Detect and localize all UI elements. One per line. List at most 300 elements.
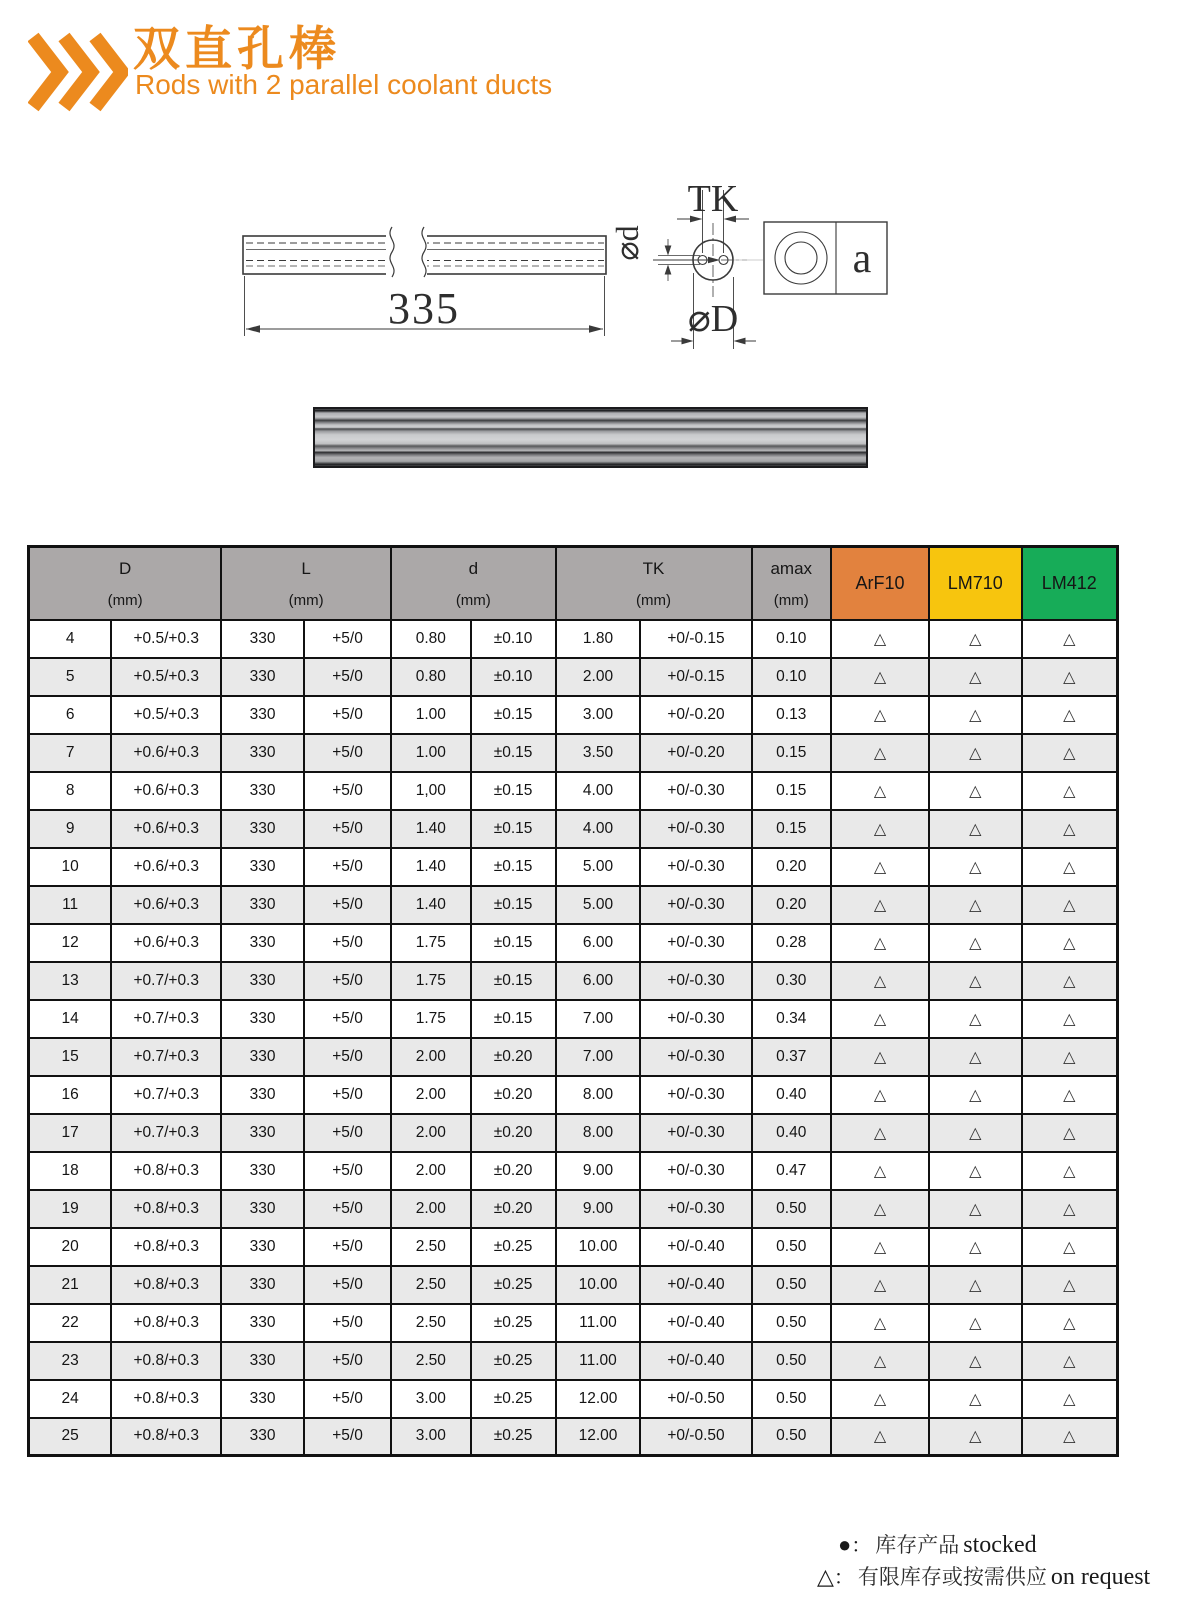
spec-cell: +0.6/+0.3 bbox=[111, 848, 221, 886]
spec-cell: 20 bbox=[29, 1228, 112, 1266]
spec-cell: 330 bbox=[221, 734, 304, 772]
table-row bbox=[29, 734, 1118, 772]
spec-cell: +0.6/+0.3 bbox=[111, 734, 221, 772]
availability-cell: △ bbox=[929, 1304, 1022, 1342]
spec-cell: 10 bbox=[29, 848, 112, 886]
spec-cell: +5/0 bbox=[304, 810, 391, 848]
spec-cell: +5/0 bbox=[304, 1152, 391, 1190]
spec-cell: 14 bbox=[29, 1000, 112, 1038]
spec-cell: +5/0 bbox=[304, 924, 391, 962]
legend-on-request: △： 有限库存或按需供应 on request bbox=[817, 1564, 1151, 1590]
availability-cell: △ bbox=[1022, 1038, 1118, 1076]
spec-cell: 7.00 bbox=[556, 1038, 641, 1076]
spec-cell: 330 bbox=[221, 772, 304, 810]
table-header-row bbox=[29, 547, 1118, 620]
availability-cell: △ bbox=[1022, 1380, 1118, 1418]
availability-cell: △ bbox=[831, 1380, 929, 1418]
spec-cell: +5/0 bbox=[304, 734, 391, 772]
spec-cell: +0/-0.30 bbox=[640, 848, 751, 886]
availability-cell: △ bbox=[831, 810, 929, 848]
spec-cell: 8.00 bbox=[556, 1076, 641, 1114]
section-letter-label: a bbox=[852, 236, 872, 282]
availability-cell: △ bbox=[831, 620, 929, 658]
spec-cell: 0.50 bbox=[752, 1190, 831, 1228]
table-row bbox=[29, 1114, 1118, 1152]
availability-cell: △ bbox=[1022, 1190, 1118, 1228]
column-header-d: d (mm) bbox=[391, 547, 555, 620]
technical-drawing bbox=[200, 163, 900, 363]
spec-cell: +0.8/+0.3 bbox=[111, 1342, 221, 1380]
spec-cell: 0.50 bbox=[752, 1228, 831, 1266]
spec-cell: ±0.15 bbox=[471, 848, 556, 886]
spec-cell: 13 bbox=[29, 962, 112, 1000]
spec-cell: 1.75 bbox=[391, 924, 470, 962]
table-row bbox=[29, 886, 1118, 924]
spec-cell: 1.75 bbox=[391, 1000, 470, 1038]
spec-cell: 0.80 bbox=[391, 658, 470, 696]
spec-cell: +0/-0.40 bbox=[640, 1342, 751, 1380]
spec-cell: 18 bbox=[29, 1152, 112, 1190]
table-row bbox=[29, 1228, 1118, 1266]
spec-cell: 0.10 bbox=[752, 620, 831, 658]
availability-cell: △ bbox=[929, 658, 1022, 696]
spec-cell: +0.5/+0.3 bbox=[111, 620, 221, 658]
spec-cell: 330 bbox=[221, 1304, 304, 1342]
spec-cell: 330 bbox=[221, 848, 304, 886]
spec-cell: 21 bbox=[29, 1266, 112, 1304]
availability-cell: △ bbox=[1022, 962, 1118, 1000]
spec-cell: 330 bbox=[221, 1418, 304, 1456]
availability-cell: △ bbox=[831, 1152, 929, 1190]
spec-cell: 2.00 bbox=[391, 1190, 470, 1228]
column-header-lm412: LM412 bbox=[1022, 547, 1118, 620]
availability-cell: △ bbox=[929, 1190, 1022, 1228]
availability-cell: △ bbox=[831, 772, 929, 810]
spec-cell: 2.50 bbox=[391, 1266, 470, 1304]
spec-cell: 12.00 bbox=[556, 1380, 641, 1418]
availability-cell: △ bbox=[831, 848, 929, 886]
availability-cell: △ bbox=[831, 1228, 929, 1266]
spec-cell: 4 bbox=[29, 620, 112, 658]
table-row bbox=[29, 772, 1118, 810]
rod-product-photo bbox=[313, 407, 868, 468]
spec-cell: +0/-0.20 bbox=[640, 696, 751, 734]
spec-cell: 2.50 bbox=[391, 1228, 470, 1266]
table-row bbox=[29, 924, 1118, 962]
availability-cell: △ bbox=[929, 1152, 1022, 1190]
legend-stocked-en: stocked bbox=[963, 1532, 1037, 1558]
spec-cell: +0/-0.30 bbox=[640, 962, 751, 1000]
spec-cell: 3.00 bbox=[556, 696, 641, 734]
availability-cell: △ bbox=[1022, 1228, 1118, 1266]
spec-cell: +0.5/+0.3 bbox=[111, 658, 221, 696]
table-row bbox=[29, 962, 1118, 1000]
spec-cell: ±0.20 bbox=[471, 1038, 556, 1076]
spec-cell: 2.50 bbox=[391, 1342, 470, 1380]
spec-cell: 330 bbox=[221, 1190, 304, 1228]
spec-cell: 0.80 bbox=[391, 620, 470, 658]
spec-cell: ±0.15 bbox=[471, 696, 556, 734]
table-row bbox=[29, 1304, 1118, 1342]
spec-cell: 16 bbox=[29, 1076, 112, 1114]
break-gap bbox=[386, 230, 427, 280]
spec-cell: 330 bbox=[221, 696, 304, 734]
spec-cell: 4.00 bbox=[556, 772, 641, 810]
spec-cell: +5/0 bbox=[304, 1266, 391, 1304]
spec-cell: 10.00 bbox=[556, 1266, 641, 1304]
availability-cell: △ bbox=[831, 1114, 929, 1152]
spec-cell: 3.50 bbox=[556, 734, 641, 772]
spec-cell: 0.40 bbox=[752, 1076, 831, 1114]
spec-cell: +0/-0.15 bbox=[640, 620, 751, 658]
availability-cell: △ bbox=[929, 1342, 1022, 1380]
spec-cell: ±0.20 bbox=[471, 1076, 556, 1114]
spec-cell: 15 bbox=[29, 1038, 112, 1076]
table-row bbox=[29, 658, 1118, 696]
spec-cell: +5/0 bbox=[304, 772, 391, 810]
spec-cell: 9 bbox=[29, 810, 112, 848]
spec-cell: 330 bbox=[221, 658, 304, 696]
spec-cell: +0.6/+0.3 bbox=[111, 886, 221, 924]
table-row bbox=[29, 1418, 1118, 1456]
spec-cell: +5/0 bbox=[304, 696, 391, 734]
table-row bbox=[29, 810, 1118, 848]
spec-cell: 1.00 bbox=[391, 696, 470, 734]
spec-cell: 5.00 bbox=[556, 886, 641, 924]
availability-cell: △ bbox=[1022, 1342, 1118, 1380]
duct-diameter-label: ⌀d bbox=[609, 225, 645, 261]
availability-cell: △ bbox=[929, 1228, 1022, 1266]
spec-cell: +0/-0.30 bbox=[640, 886, 751, 924]
availability-cell: △ bbox=[929, 1114, 1022, 1152]
spec-table bbox=[27, 545, 1119, 1457]
availability-cell: △ bbox=[831, 1038, 929, 1076]
on-request-triangle-icon: △ bbox=[817, 1564, 834, 1589]
table-row bbox=[29, 848, 1118, 886]
spec-cell: 0.15 bbox=[752, 734, 831, 772]
availability-cell: △ bbox=[929, 1266, 1022, 1304]
availability-cell: △ bbox=[831, 1418, 929, 1456]
spec-cell: +5/0 bbox=[304, 620, 391, 658]
availability-cell: △ bbox=[929, 696, 1022, 734]
availability-cell: △ bbox=[1022, 1266, 1118, 1304]
spec-cell: 22 bbox=[29, 1304, 112, 1342]
spec-cell: +5/0 bbox=[304, 848, 391, 886]
spec-cell: 1.80 bbox=[556, 620, 641, 658]
availability-cell: △ bbox=[831, 1000, 929, 1038]
spec-cell: +5/0 bbox=[304, 886, 391, 924]
availability-cell: △ bbox=[1022, 696, 1118, 734]
spec-cell: ±0.20 bbox=[471, 1114, 556, 1152]
availability-cell: △ bbox=[929, 734, 1022, 772]
spec-cell: 0.47 bbox=[752, 1152, 831, 1190]
availability-cell: △ bbox=[831, 1342, 929, 1380]
table-row bbox=[29, 1152, 1118, 1190]
spec-cell: 330 bbox=[221, 924, 304, 962]
spec-cell: +0/-0.50 bbox=[640, 1380, 751, 1418]
spec-cell: 330 bbox=[221, 886, 304, 924]
table-row bbox=[29, 1342, 1118, 1380]
table-body bbox=[29, 620, 1118, 1456]
availability-cell: △ bbox=[1022, 1418, 1118, 1456]
spec-cell: 25 bbox=[29, 1418, 112, 1456]
spec-cell: +0/-0.30 bbox=[640, 1190, 751, 1228]
spec-cell: 1.40 bbox=[391, 848, 470, 886]
availability-cell: △ bbox=[929, 1380, 1022, 1418]
spec-cell: +5/0 bbox=[304, 1114, 391, 1152]
spec-cell: +0.8/+0.3 bbox=[111, 1190, 221, 1228]
availability-cell: △ bbox=[831, 1304, 929, 1342]
spec-cell: 0.20 bbox=[752, 848, 831, 886]
spec-cell: 1.75 bbox=[391, 962, 470, 1000]
spec-cell: 0.15 bbox=[752, 810, 831, 848]
availability-cell: △ bbox=[1022, 658, 1118, 696]
spec-cell: 0.34 bbox=[752, 1000, 831, 1038]
availability-cell: △ bbox=[1022, 886, 1118, 924]
spec-cell: +5/0 bbox=[304, 1000, 391, 1038]
spec-cell: 6.00 bbox=[556, 924, 641, 962]
availability-cell: △ bbox=[831, 962, 929, 1000]
spec-cell: ±0.15 bbox=[471, 962, 556, 1000]
availability-cell: △ bbox=[1022, 924, 1118, 962]
spec-cell: +0.8/+0.3 bbox=[111, 1152, 221, 1190]
spec-cell: +0.6/+0.3 bbox=[111, 924, 221, 962]
spec-cell: ±0.25 bbox=[471, 1228, 556, 1266]
spec-cell: 7.00 bbox=[556, 1000, 641, 1038]
page-subtitle: Rods with 2 parallel coolant ducts bbox=[135, 69, 553, 100]
spec-cell: 330 bbox=[221, 1114, 304, 1152]
availability-cell: △ bbox=[929, 962, 1022, 1000]
spec-cell: 6 bbox=[29, 696, 112, 734]
spec-cell: +0.7/+0.3 bbox=[111, 962, 221, 1000]
spec-cell: 1,00 bbox=[391, 772, 470, 810]
spec-cell: +0.6/+0.3 bbox=[111, 772, 221, 810]
spec-cell: 5.00 bbox=[556, 848, 641, 886]
spec-cell: 9.00 bbox=[556, 1152, 641, 1190]
spec-cell: 0.50 bbox=[752, 1380, 831, 1418]
availability-cell: △ bbox=[831, 1266, 929, 1304]
spec-cell: 1.40 bbox=[391, 810, 470, 848]
column-header-lm710: LM710 bbox=[929, 547, 1022, 620]
column-header-l: L (mm) bbox=[221, 547, 391, 620]
spec-cell: +0.5/+0.3 bbox=[111, 696, 221, 734]
availability-cell: △ bbox=[1022, 1076, 1118, 1114]
spec-cell: +5/0 bbox=[304, 1304, 391, 1342]
spec-cell: +0.8/+0.3 bbox=[111, 1418, 221, 1456]
availability-cell: △ bbox=[831, 924, 929, 962]
spec-cell: +0.7/+0.3 bbox=[111, 1038, 221, 1076]
spec-cell: +0/-0.30 bbox=[640, 1152, 751, 1190]
spec-cell: 1.00 bbox=[391, 734, 470, 772]
spec-cell: +0/-0.40 bbox=[640, 1266, 751, 1304]
column-header-amax: amax (mm) bbox=[752, 547, 831, 620]
spec-cell: +0/-0.15 bbox=[640, 658, 751, 696]
availability-cell: △ bbox=[831, 658, 929, 696]
spec-cell: 0.15 bbox=[752, 772, 831, 810]
spec-cell: 330 bbox=[221, 1152, 304, 1190]
spec-cell: +0/-0.40 bbox=[640, 1228, 751, 1266]
spec-cell: +0.7/+0.3 bbox=[111, 1114, 221, 1152]
spec-cell: +0/-0.30 bbox=[640, 1000, 751, 1038]
spec-cell: 2.00 bbox=[391, 1038, 470, 1076]
spec-cell: +0.7/+0.3 bbox=[111, 1076, 221, 1114]
spec-cell: +5/0 bbox=[304, 1380, 391, 1418]
spec-cell: 3.00 bbox=[391, 1380, 470, 1418]
spec-cell: 0.50 bbox=[752, 1304, 831, 1342]
availability-cell: △ bbox=[1022, 620, 1118, 658]
spec-cell: 0.28 bbox=[752, 924, 831, 962]
spec-cell: 330 bbox=[221, 1342, 304, 1380]
spec-cell: 330 bbox=[221, 1228, 304, 1266]
spec-cell: 0.37 bbox=[752, 1038, 831, 1076]
spec-cell: 330 bbox=[221, 810, 304, 848]
spec-cell: ±0.15 bbox=[471, 810, 556, 848]
spec-cell: +5/0 bbox=[304, 1228, 391, 1266]
spec-cell: +5/0 bbox=[304, 1038, 391, 1076]
spec-cell: 0.40 bbox=[752, 1114, 831, 1152]
spec-cell: 0.30 bbox=[752, 962, 831, 1000]
spec-cell: 19 bbox=[29, 1190, 112, 1228]
legend-on-request-zh: 有限库存或按需供应 bbox=[857, 1565, 1047, 1589]
column-header-d: D (mm) bbox=[29, 547, 222, 620]
availability-cell: △ bbox=[929, 924, 1022, 962]
spec-cell: ±0.15 bbox=[471, 886, 556, 924]
spec-cell: ±0.10 bbox=[471, 620, 556, 658]
availability-cell: △ bbox=[831, 696, 929, 734]
availability-cell: △ bbox=[929, 886, 1022, 924]
spec-cell: 0.50 bbox=[752, 1418, 831, 1456]
column-header-arf10: ArF10 bbox=[831, 547, 929, 620]
spec-cell: 12.00 bbox=[556, 1418, 641, 1456]
spec-cell: +5/0 bbox=[304, 1342, 391, 1380]
spec-cell: 17 bbox=[29, 1114, 112, 1152]
legend-on-request-en: on request bbox=[1050, 1564, 1151, 1590]
spec-cell: ±0.15 bbox=[471, 924, 556, 962]
spec-cell: +0/-0.30 bbox=[640, 810, 751, 848]
availability-cell: △ bbox=[831, 1190, 929, 1228]
column-header-tk: TK (mm) bbox=[556, 547, 752, 620]
spec-cell: 0.20 bbox=[752, 886, 831, 924]
spec-cell: ±0.15 bbox=[471, 734, 556, 772]
tk-dimension-label: TK bbox=[687, 178, 739, 220]
spec-cell: +5/0 bbox=[304, 1190, 391, 1228]
availability-cell: △ bbox=[831, 886, 929, 924]
spec-cell: 0.13 bbox=[752, 696, 831, 734]
stocked-dot-icon: ● bbox=[838, 1532, 852, 1557]
spec-cell: 330 bbox=[221, 1076, 304, 1114]
spec-cell: +0/-0.30 bbox=[640, 1076, 751, 1114]
legend-stocked-zh: 库存产品 bbox=[875, 1533, 960, 1557]
spec-cell: 2.00 bbox=[391, 1076, 470, 1114]
spec-cell: +5/0 bbox=[304, 962, 391, 1000]
availability-cell: △ bbox=[1022, 848, 1118, 886]
spec-cell: +5/0 bbox=[304, 658, 391, 696]
spec-cell: 9.00 bbox=[556, 1190, 641, 1228]
spec-cell: 0.10 bbox=[752, 658, 831, 696]
spec-cell: +0/-0.20 bbox=[640, 734, 751, 772]
availability-cell: △ bbox=[929, 620, 1022, 658]
spec-cell: ±0.15 bbox=[471, 1000, 556, 1038]
rod-diameter-label: ⌀D bbox=[687, 298, 739, 340]
spec-cell: 7 bbox=[29, 734, 112, 772]
spec-cell: 330 bbox=[221, 1380, 304, 1418]
legend-stocked: ●： 库存产品 stocked bbox=[838, 1532, 1037, 1558]
table-row bbox=[29, 1266, 1118, 1304]
spec-cell: +0/-0.30 bbox=[640, 772, 751, 810]
availability-cell: △ bbox=[1022, 1000, 1118, 1038]
spec-cell: 330 bbox=[221, 962, 304, 1000]
spec-cell: +0.7/+0.3 bbox=[111, 1000, 221, 1038]
spec-cell: 23 bbox=[29, 1342, 112, 1380]
spec-cell: 11.00 bbox=[556, 1304, 641, 1342]
spec-cell: 10.00 bbox=[556, 1228, 641, 1266]
spec-cell: ±0.25 bbox=[471, 1418, 556, 1456]
availability-cell: △ bbox=[929, 1418, 1022, 1456]
spec-cell: 2.00 bbox=[391, 1114, 470, 1152]
spec-cell: 330 bbox=[221, 620, 304, 658]
spec-cell: ±0.25 bbox=[471, 1266, 556, 1304]
spec-cell: 8.00 bbox=[556, 1114, 641, 1152]
availability-cell: △ bbox=[929, 1076, 1022, 1114]
availability-cell: △ bbox=[1022, 1152, 1118, 1190]
availability-cell: △ bbox=[1022, 772, 1118, 810]
availability-cell: △ bbox=[1022, 1304, 1118, 1342]
spec-cell: +5/0 bbox=[304, 1418, 391, 1456]
availability-cell: △ bbox=[929, 1000, 1022, 1038]
spec-cell: +0/-0.30 bbox=[640, 924, 751, 962]
spec-cell: +0/-0.40 bbox=[640, 1304, 751, 1342]
table-row bbox=[29, 1190, 1118, 1228]
table-row bbox=[29, 620, 1118, 658]
spec-cell: ±0.10 bbox=[471, 658, 556, 696]
spec-cell: +0.8/+0.3 bbox=[111, 1266, 221, 1304]
spec-cell: +0.8/+0.3 bbox=[111, 1228, 221, 1266]
table-row bbox=[29, 1380, 1118, 1418]
spec-cell: +0/-0.50 bbox=[640, 1418, 751, 1456]
availability-cell: △ bbox=[1022, 1114, 1118, 1152]
spec-cell: ±0.20 bbox=[471, 1152, 556, 1190]
availability-cell: △ bbox=[831, 734, 929, 772]
spec-cell: +0.8/+0.3 bbox=[111, 1304, 221, 1342]
spec-cell: 330 bbox=[221, 1038, 304, 1076]
spec-cell: ±0.15 bbox=[471, 772, 556, 810]
spec-cell: 11.00 bbox=[556, 1342, 641, 1380]
availability-cell: △ bbox=[1022, 810, 1118, 848]
spec-cell: 0.50 bbox=[752, 1266, 831, 1304]
availability-cell: △ bbox=[1022, 734, 1118, 772]
availability-cell: △ bbox=[929, 810, 1022, 848]
spec-cell: ±0.25 bbox=[471, 1380, 556, 1418]
spec-cell: +0/-0.30 bbox=[640, 1038, 751, 1076]
spec-cell: 8 bbox=[29, 772, 112, 810]
spec-cell: 2.00 bbox=[391, 1152, 470, 1190]
spec-cell: +0/-0.30 bbox=[640, 1114, 751, 1152]
triple-chevron-icon bbox=[28, 30, 128, 114]
spec-cell: 12 bbox=[29, 924, 112, 962]
table-row bbox=[29, 1038, 1118, 1076]
availability-cell: △ bbox=[831, 1076, 929, 1114]
spec-cell: 0.50 bbox=[752, 1342, 831, 1380]
availability-cell: △ bbox=[929, 848, 1022, 886]
spec-cell: +0.8/+0.3 bbox=[111, 1380, 221, 1418]
availability-cell: △ bbox=[929, 772, 1022, 810]
spec-cell: ±0.25 bbox=[471, 1304, 556, 1342]
page-title: 双直孔棒 bbox=[133, 22, 341, 75]
spec-cell: ±0.20 bbox=[471, 1190, 556, 1228]
length-dimension-label: 335 bbox=[388, 284, 460, 333]
table-row bbox=[29, 1076, 1118, 1114]
spec-cell: ±0.25 bbox=[471, 1342, 556, 1380]
